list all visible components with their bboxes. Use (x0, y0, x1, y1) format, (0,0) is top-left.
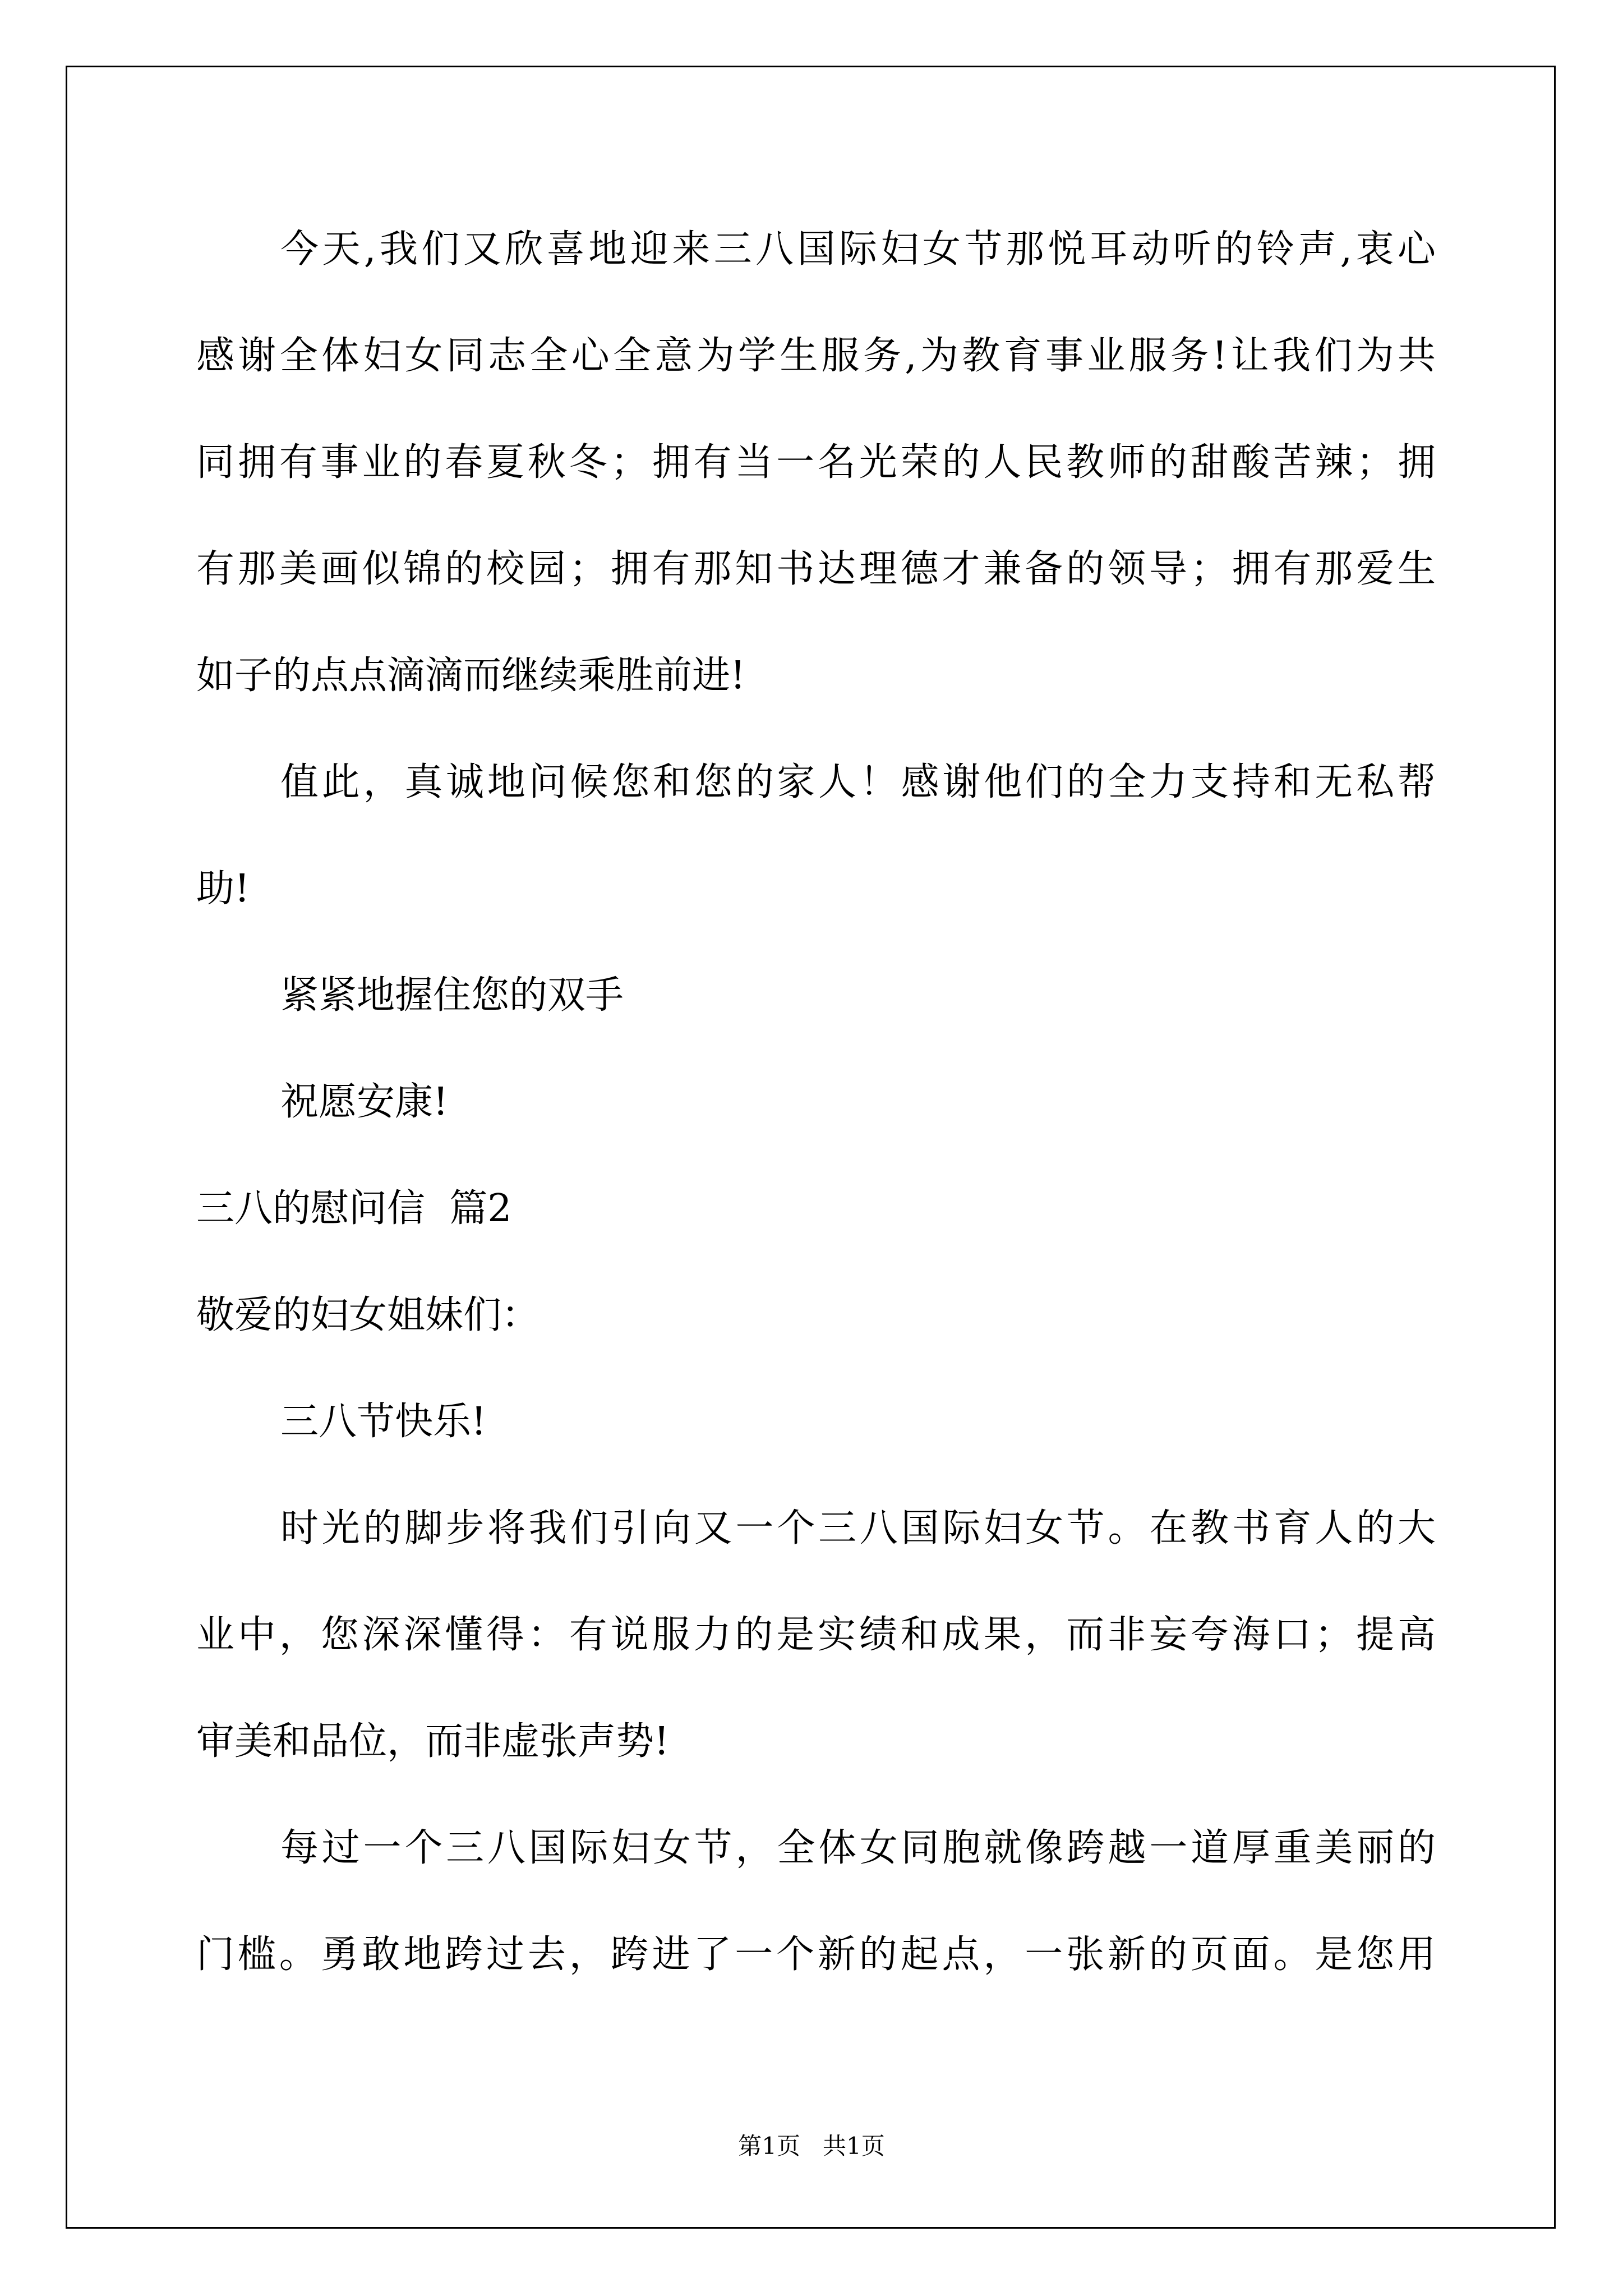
paragraph-1-line-1: 今天,我们又欣喜地迎来三八国际妇女节那悦耳动听的铃声,衷心 (280, 227, 1436, 272)
paragraph-3-line-1: 时光的脚步将我们引向又一个三八国际妇女节。在教书育人的大 (280, 1506, 1436, 1550)
paragraph-1-line-3: 同拥有事业的春夏秋冬；拥有当一名光荣的人民教师的甜酸苦辣；拥 (196, 440, 1436, 485)
paragraph-3-line-2: 业中，您深深懂得：有说服力的是实绩和成果，而非妄夸海口；提高 (196, 1613, 1436, 1657)
page-border (66, 66, 1556, 2229)
paragraph-1-line-5: 如子的点点滴滴而继续乘胜前进! (196, 654, 746, 698)
section-heading: 三八的慰问信 篇2 (196, 1186, 512, 1231)
paragraph-2-line-1: 值此，真诚地问候您和您的家人！感谢他们的全力支持和无私帮 (280, 760, 1436, 804)
paragraph-1-line-4: 有那美画似锦的校园；拥有那知书达理德才兼备的领导；拥有那爱生 (196, 547, 1436, 591)
page-footer: 第1页 共1页 (738, 2132, 885, 2160)
paragraph-3-line-3: 审美和品位，而非虚张声势! (196, 1719, 670, 1764)
salutation: 敬爱的妇女姐妹们： (196, 1293, 540, 1337)
paragraph-4-line-2: 门槛。勇敢地跨过去，跨进了一个新的起点，一张新的页面。是您用 (196, 1932, 1436, 1977)
closing-line: 紧紧地握住您的双手 (280, 973, 624, 1018)
paragraph-1-line-2: 感谢全体妇女同志全心全意为学生服务,为教育事业服务!让我们为共 (196, 334, 1436, 378)
paragraph-4-line-1: 每过一个三八国际妇女节，全体女同胞就像跨越一道厚重美丽的 (280, 1826, 1436, 1870)
paragraph-2-line-2: 助! (196, 867, 250, 911)
wishes-line: 祝愿安康! (280, 1080, 449, 1124)
greeting-line: 三八节快乐! (280, 1400, 487, 1444)
